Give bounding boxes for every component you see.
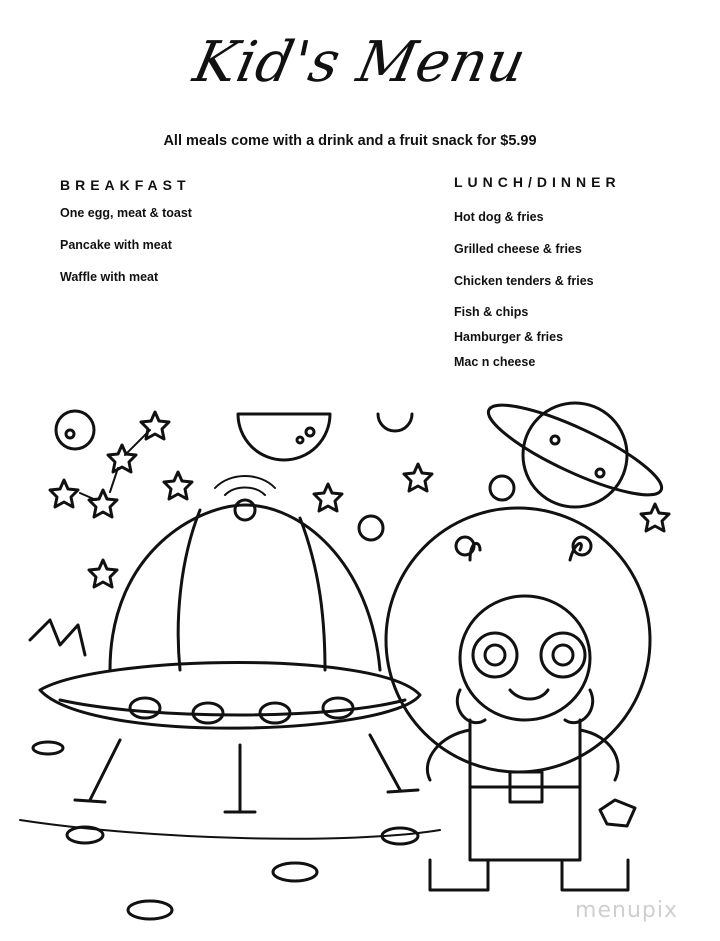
menu-title: Kid's Menu	[188, 30, 532, 95]
ufo-spaceship	[40, 476, 420, 812]
ringed-planet-icon	[480, 400, 671, 510]
lunch-dinner-item: Chicken tenders & fries	[454, 274, 594, 288]
watermark: menupix	[575, 898, 678, 923]
lunch-dinner-heading: LUNCH/DINNER	[454, 174, 621, 190]
space-coloring-illustration	[0, 400, 720, 941]
planet-icon	[56, 411, 94, 449]
breakfast-heading: BREAKFAST	[60, 177, 191, 193]
lunch-dinner-item: Hot dog & fries	[454, 210, 544, 224]
lunch-dinner-item: Grilled cheese & fries	[454, 242, 582, 256]
planet-icon	[238, 414, 330, 460]
planet-icon	[490, 476, 514, 500]
breakfast-item: Waffle with meat	[60, 270, 159, 284]
lunch-dinner-item: Fish & chips	[454, 305, 529, 319]
planet-icon	[359, 516, 383, 540]
lunch-dinner-item: Hamburger & fries	[454, 330, 564, 344]
planet-icon	[378, 414, 412, 431]
lunch-dinner-item: Mac n cheese	[454, 355, 536, 369]
breakfast-item: Pancake with meat	[60, 238, 172, 252]
breakfast-item: One egg, meat & toast	[60, 206, 192, 220]
menu-subtitle: All meals come with a drink and a fruit snack for $5.99	[163, 133, 537, 149]
